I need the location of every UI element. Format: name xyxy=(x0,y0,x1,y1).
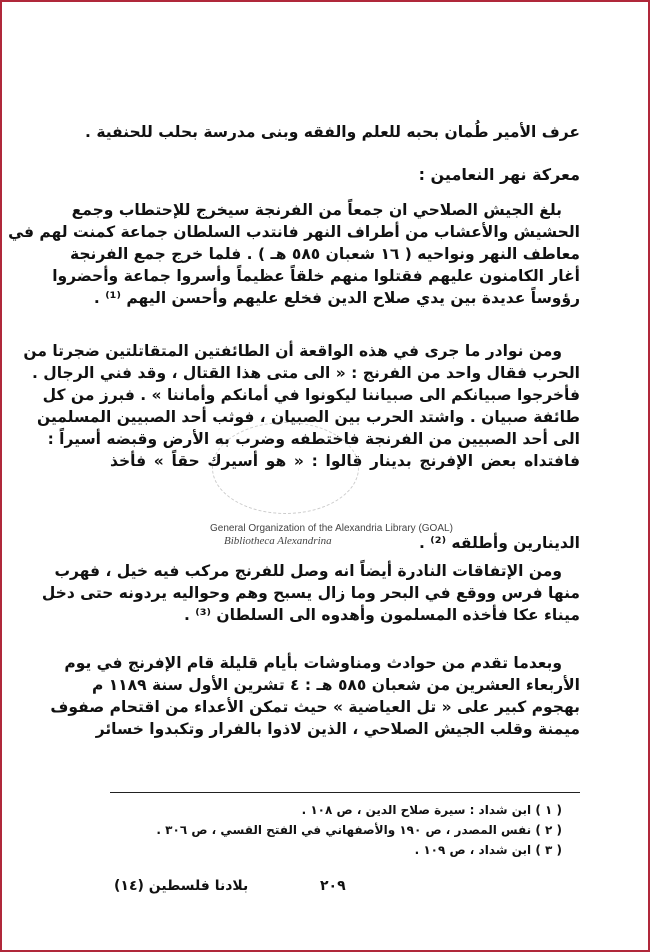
running-footer-title: بلادنا فلسطين (١٤) xyxy=(114,878,249,894)
paragraph-1-line: معاطف النهر ونواحيه ( ١٦ شعبان ٥٨٥ هـ ) . فلما خرج جمع الفرنجة xyxy=(69,245,580,263)
section-heading: معركة نهر النعامين : xyxy=(418,165,580,184)
paragraph-1-line: أغار الكامنون عليهم فقتلوا منهم خلقاً عظيماً وأسروا جماعة وأحضروا xyxy=(52,267,580,285)
intro-line: عرف الأمير طُمان بحبه للعلم والفقه وبنى مدرسة بحلب للحنفية . xyxy=(85,123,580,141)
paragraph-2-line: فأخرجوا صبيانكم الى صبياننا ليكونوا في أمانكم وأماننا » . فبرز من كل xyxy=(42,386,580,404)
paragraph-3-line: ميناء عكا فأخذه المسلمون وأهدوه الى السلطان ⁽³⁾ . xyxy=(183,606,580,624)
paragraph-1-line: رؤوساً عديدة بين يدي صلاح الدين فخلع عليهم وأحسن اليهم ⁽¹⁾ . xyxy=(93,289,580,307)
paragraph-3-line: ومن الإتفاقات النادرة أيضاً انه وصل للفرنج مركب فيه خيل ، فهرب xyxy=(54,562,562,580)
paragraph-4-line: ميمنة وقلب الجيش الصلاحي ، الذين لاذوا بالفرار وتكبدوا خسائر xyxy=(95,720,580,738)
paragraph-1-line: الحشيش والأعشاب من أطراف النهر فانتدب السلطان جماعة كمنت لهم في xyxy=(8,223,580,241)
paragraph-4-line: وبعدما تقدم من حوادث ومناوشات بأيام قليلة قام الإفرنج في يوم xyxy=(64,654,562,672)
page-number: ٢٠٩ xyxy=(320,878,346,894)
paragraph-2-line: فافتداه بعض الإفرنج بدينار قالوا : « هو أسيرك حقاً » فأخذ xyxy=(110,452,580,470)
paragraph-1-line: بلغ الجيش الصلاحي ان جمعاً من الفرنجة سيخرج للإحتطاب وجمع xyxy=(71,201,562,219)
paragraph-2-line: الى أحد الصبيين من الفرنجة فاختطفه وضرب به الأرض وقبضه أسيراً : xyxy=(47,430,580,448)
paragraph-4-line: الأربعاء العشرين من شعبان ٥٨٥ هـ : ٤ تشرين الأول سنة ١١٨٩ م xyxy=(91,676,580,694)
paragraph-4-line: بهجوم كبير على « تل العياضية » حيث تمكن الأعداء من اقتحام صفوف xyxy=(50,698,580,716)
library-stamp xyxy=(212,422,359,514)
footnote-3: ( ٣ ) ابن شداد ، ص ١٠٩ . xyxy=(414,843,562,857)
paragraph-2-line: الحرب فقال واحد من الفرنج : « الى متى هذا القتال ، وقد فني الرجال . xyxy=(32,364,580,382)
watermark-line2: Bibliotheca Alexandrina xyxy=(224,535,332,547)
footnote-divider xyxy=(110,792,580,793)
paragraph-2-line: طائفة صبيان . واشتد الحرب بين الصبيان ، فوثب أحد الصبيين المسلمين xyxy=(37,408,580,426)
paragraph-3-line: منها فرس ووقع في البحر وما زال يسبح وهم وحواليه يردونه حتى دخل xyxy=(41,584,580,602)
watermark-line1: General Organization of the Alexandria Library (GOAL) xyxy=(210,523,453,534)
paragraph-2-line: الدينارين وأطلقه ⁽²⁾ . xyxy=(419,534,580,552)
footnote-1: ( ١ ) ابن شداد : سيرة صلاح الدين ، ص ١٠٨ . xyxy=(301,803,562,817)
paragraph-2-line: ومن نوادر ما جرى في هذه الواقعة أن الطائفتين المتقاتلتين ضجرتا من xyxy=(23,342,562,360)
footnote-2: ( ٢ ) نفس المصدر ، ص ١٩٠ والأصفهاني في الفتح القسي ، ص ٣٠٦ . xyxy=(156,823,562,837)
